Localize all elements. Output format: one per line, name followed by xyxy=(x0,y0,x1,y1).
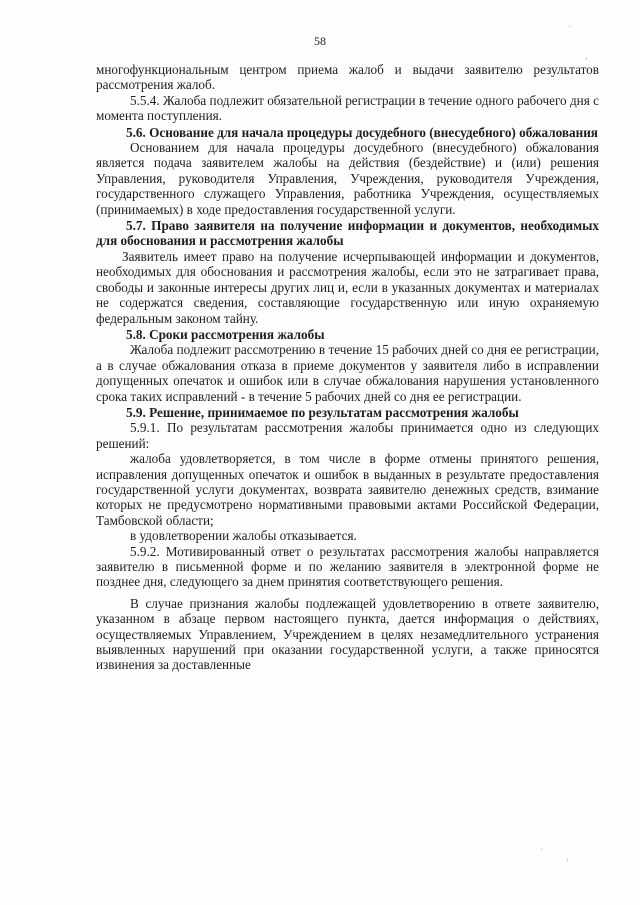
paragraph-continuation: многофункциональным центром приема жалоб и выдачи заявителю результатов рассмотрения жалоб. xyxy=(96,62,599,93)
paragraph-complaint-satisfied: жалоба удовлетворяется, в том числе в форме отмены принятого решения, исправления допущенных опечаток и ошибок в выданных в результате предоставления государственной услуги документах, возврата заявителю денежных средств, взимание которых не предусмотрено нормативными правовыми актами Российской Федерации, Тамбовской области; xyxy=(96,451,599,528)
paragraph-right-to-information: Заявитель имеет право на получение исчерпывающей информации и документов, необходимых для обоснования и рассмотрения жалобы, если это не затрагивает права, свободы и законные интересы других лиц и, если в указанных документах и материалах не содержатся сведения, составляющие государственную или иную охраняемую федеральным законом тайну. xyxy=(96,248,599,326)
heading-5-6: 5.6. Основание для начала процедуры досудебного (внесудебного) обжалования xyxy=(126,124,598,140)
scan-speck: ' xyxy=(566,858,569,868)
heading-5-7: 5.7. Право заявителя на получение информации и документов, необходимых для обоснования и рассмотрения жалобы xyxy=(96,218,599,249)
heading-5-8: 5.8. Сроки рассмотрения жалобы xyxy=(126,326,325,342)
paragraph-5-5-4: 5.5.4. Жалоба подлежит обязательной регистрации в течение одного рабочего дня с момента поступления. xyxy=(96,92,599,124)
paragraph-5-9-2: 5.9.2. Мотивированный ответ о результатах рассмотрения жалобы направляется заявителю в письменной форме и по желанию заявителя в электронной форме не позднее дня, следующего за днем принятия соответствующего решения. xyxy=(96,543,599,590)
paragraph-complaint-rejected: в удовлетворении жалобы отказывается. xyxy=(130,528,357,544)
heading-5-9: 5.9. Решение, принимаемое по результатам рассмотрения жалобы xyxy=(126,404,519,420)
page-number: 58 xyxy=(314,34,326,48)
paragraph-grounds: Основанием для начала процедуры досудебного (внесудебного) обжалования является подача заявителем жалобы на действия (бездействие) и (или) решения Управления, руководителя Управления, Учреждения, руководителя Учреждения, государственного служащего Управления, работника Учреждения, осуществляемых (принимаемых) в ходе предоставления государственной услуги. xyxy=(96,140,599,217)
paragraph-5-9-1: 5.9.1. По результатам рассмотрения жалобы принимается одно из следующих решений: xyxy=(96,420,599,451)
paragraph-recognition: В случае признания жалобы подлежащей удовлетворению в ответе заявителю, указанном в абзаце первом настоящего пункта, дается информация о действиях, осуществляемых Управлением, Учреждением в целях незамедлительного устранения выявленных нарушений при оказании государственной услуги, а также приносятся извинения за доставленные xyxy=(96,595,599,673)
paragraph-review-terms: Жалоба подлежит рассмотрению в течение 15 рабочих дней со дня ее регистрации, а в случае обжалования отказа в приеме документов у заявителя либо в исправлении допущенных опечаток и ошибок или в случае обжалования нарушения установленного срока таких исправлений - в течение 5 рабочих дней со дня ее регистрации. xyxy=(96,342,599,404)
scan-speck: . xyxy=(568,20,571,30)
scan-speck: · xyxy=(540,845,543,855)
scan-speck: , xyxy=(585,52,588,62)
document-body xyxy=(96,62,599,673)
